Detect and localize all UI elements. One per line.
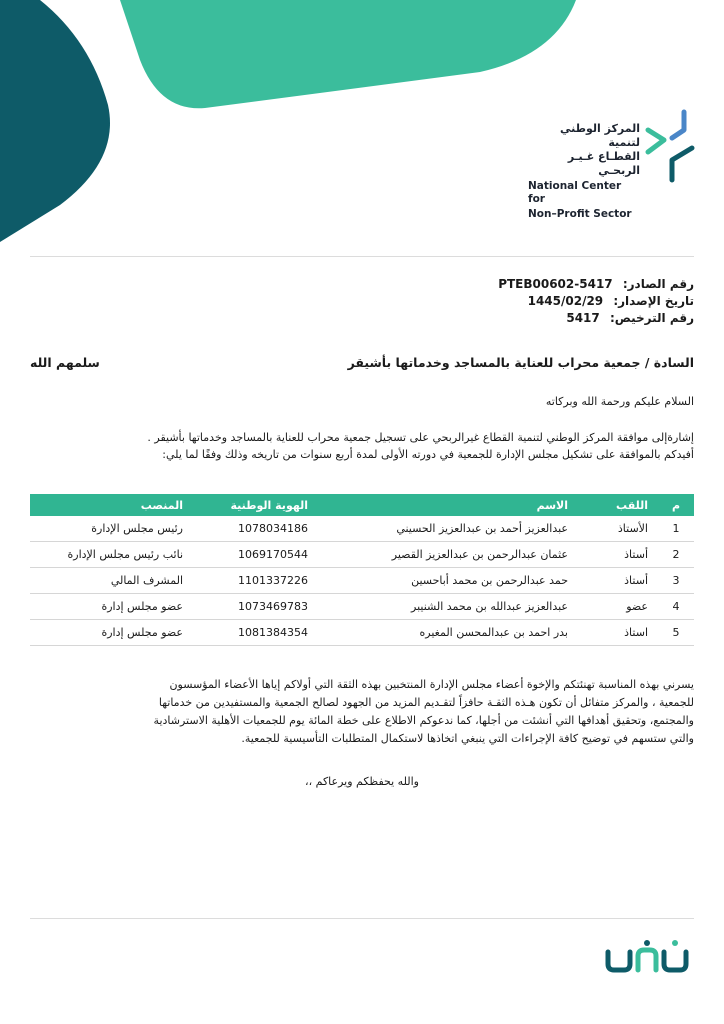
cell-name: عثمان عبدالرحمن بن عبدالعزيز القصير [318, 542, 578, 568]
cell-name: بدر احمد بن عبدالمحسن المغيره [318, 620, 578, 646]
namaa-logo-icon [604, 938, 696, 974]
logo-text [528, 122, 640, 221]
cell-num: 4 [658, 594, 694, 620]
cell-name: عبدالعزيز عبدالله بن محمد الشنيبر [318, 594, 578, 620]
body-line1: يسرني بهذه المناسبة تهنئتكم والإخوة أعضاء مجلس الإدارة المنتخبين بهذه الثقة التي أولاكم إياها الأعضاء المؤسسون [169, 678, 694, 691]
cell-name: حمد عبدالرحمن بن محمد أباحسين [318, 568, 578, 594]
cell-num: 3 [658, 568, 694, 594]
intro-paragraph [30, 429, 694, 463]
cell-title: أستاذ [578, 568, 658, 594]
issue-date-value: 1445/02/29 [527, 294, 604, 308]
cell-id: 1073469783 [193, 594, 318, 620]
cell-num: 1 [658, 516, 694, 542]
cell-id: 1078034186 [193, 516, 318, 542]
header-id: الهوية الوطنية [193, 494, 318, 516]
cell-id: 1101337226 [193, 568, 318, 594]
logo-ar-line1: المركز الوطني لتنمية [560, 122, 640, 149]
cell-num: 5 [658, 620, 694, 646]
cell-position: نائب رئيس مجلس الإدارة [30, 542, 193, 568]
header-title: اللقب [578, 494, 658, 516]
cell-title: أستاذ [578, 542, 658, 568]
body-line4: والتي ستسهم في توضيح كافة الإجراءات التي ينبغي اتخاذها لاستكمال المتطلبات التأسيسية للجمعية. [241, 732, 694, 745]
cell-id: 1069170544 [193, 542, 318, 568]
cell-position: عضو مجلس إدارة [30, 594, 193, 620]
header-position: المنصب [30, 494, 193, 516]
closing-line: والله يحفظكم ويرعاكم ،، [305, 775, 419, 788]
table-row [30, 568, 694, 594]
body-line3: والمجتمع، وتحقيق أهدافها التي أنشئت من أجلها، كما ندعوكم الاطلاع على خطة المائة يوم للجمعيات الأهلية الاسترشادية [153, 714, 694, 727]
addressee-name: السادة / جمعية محراب للعناية بالمساجد وخدماتها بأشيقر [347, 355, 694, 370]
intro-line2: أفيدكم بالموافقة على تشكيل مجلس الإدارة للجمعية في دورته الأولى لمدة أربع سنوات من تاريخه وذلك وفقًا لما يلي: [162, 448, 694, 461]
logo-ar-line2: القطـاع غـيـر الربحـي [567, 150, 640, 177]
logo-en-line1: National Center for [528, 180, 622, 205]
table-row [30, 594, 694, 620]
top-divider [30, 256, 694, 257]
body-paragraph [30, 676, 694, 748]
table-header-row [30, 494, 694, 516]
license-value: 5417 [566, 311, 600, 325]
teal-dark-shape [0, 0, 110, 242]
ncnp-mark-icon [642, 108, 698, 188]
cell-title: عضو [578, 594, 658, 620]
issue-number-label: رقم الصادر: [622, 277, 694, 291]
cell-position: المشرف المالي [30, 568, 193, 594]
greeting: السلام عليكم ورحمة الله وبركاته [545, 395, 694, 408]
table-row [30, 542, 694, 568]
board-members-table [30, 494, 694, 646]
body-line2: للجمعية ، والمركز متفائل أن تكون هـذه الثقـة حافزاً لتقـديم المزيد من الجهود لصالح الجمعية والمستفيدين من خدماتها [158, 696, 694, 709]
addressee-blessing: سلمهم الله [30, 355, 100, 370]
header-num: م [658, 494, 694, 516]
license-label: رقم الترخيص: [609, 311, 694, 325]
license-row [498, 310, 694, 327]
cell-id: 1081384354 [193, 620, 318, 646]
teal-light-shape [120, 0, 576, 108]
header-name: الاسم [318, 494, 578, 516]
issue-date-row [498, 293, 694, 310]
issue-number-value: PTEB00602-5417 [498, 277, 613, 291]
cell-title: استاذ [578, 620, 658, 646]
bottom-divider [30, 918, 694, 919]
table-row [30, 620, 694, 646]
issue-number-row [498, 276, 694, 293]
cell-num: 2 [658, 542, 694, 568]
intro-line1: إشارةإلى موافقة المركز الوطني لتنمية القطاع غيرالربحي على تسجيل جمعية محراب للعناية بالمساجد وخدماتها بأشيقر . [147, 431, 694, 444]
issue-date-label: تاريخ الإصدار: [613, 294, 694, 308]
cell-title: الأستاذ [578, 516, 658, 542]
table-row [30, 516, 694, 542]
logo-en-line2: Non–Profit Sector [528, 208, 632, 220]
cell-position: رئيس مجلس الإدارة [30, 516, 193, 542]
cell-name: عبدالعزيز أحمد بن عبدالعزيز الحسيني [318, 516, 578, 542]
cell-position: عضو مجلس إدارة [30, 620, 193, 646]
ncnp-logo [528, 108, 698, 220]
letter-meta [498, 276, 694, 327]
